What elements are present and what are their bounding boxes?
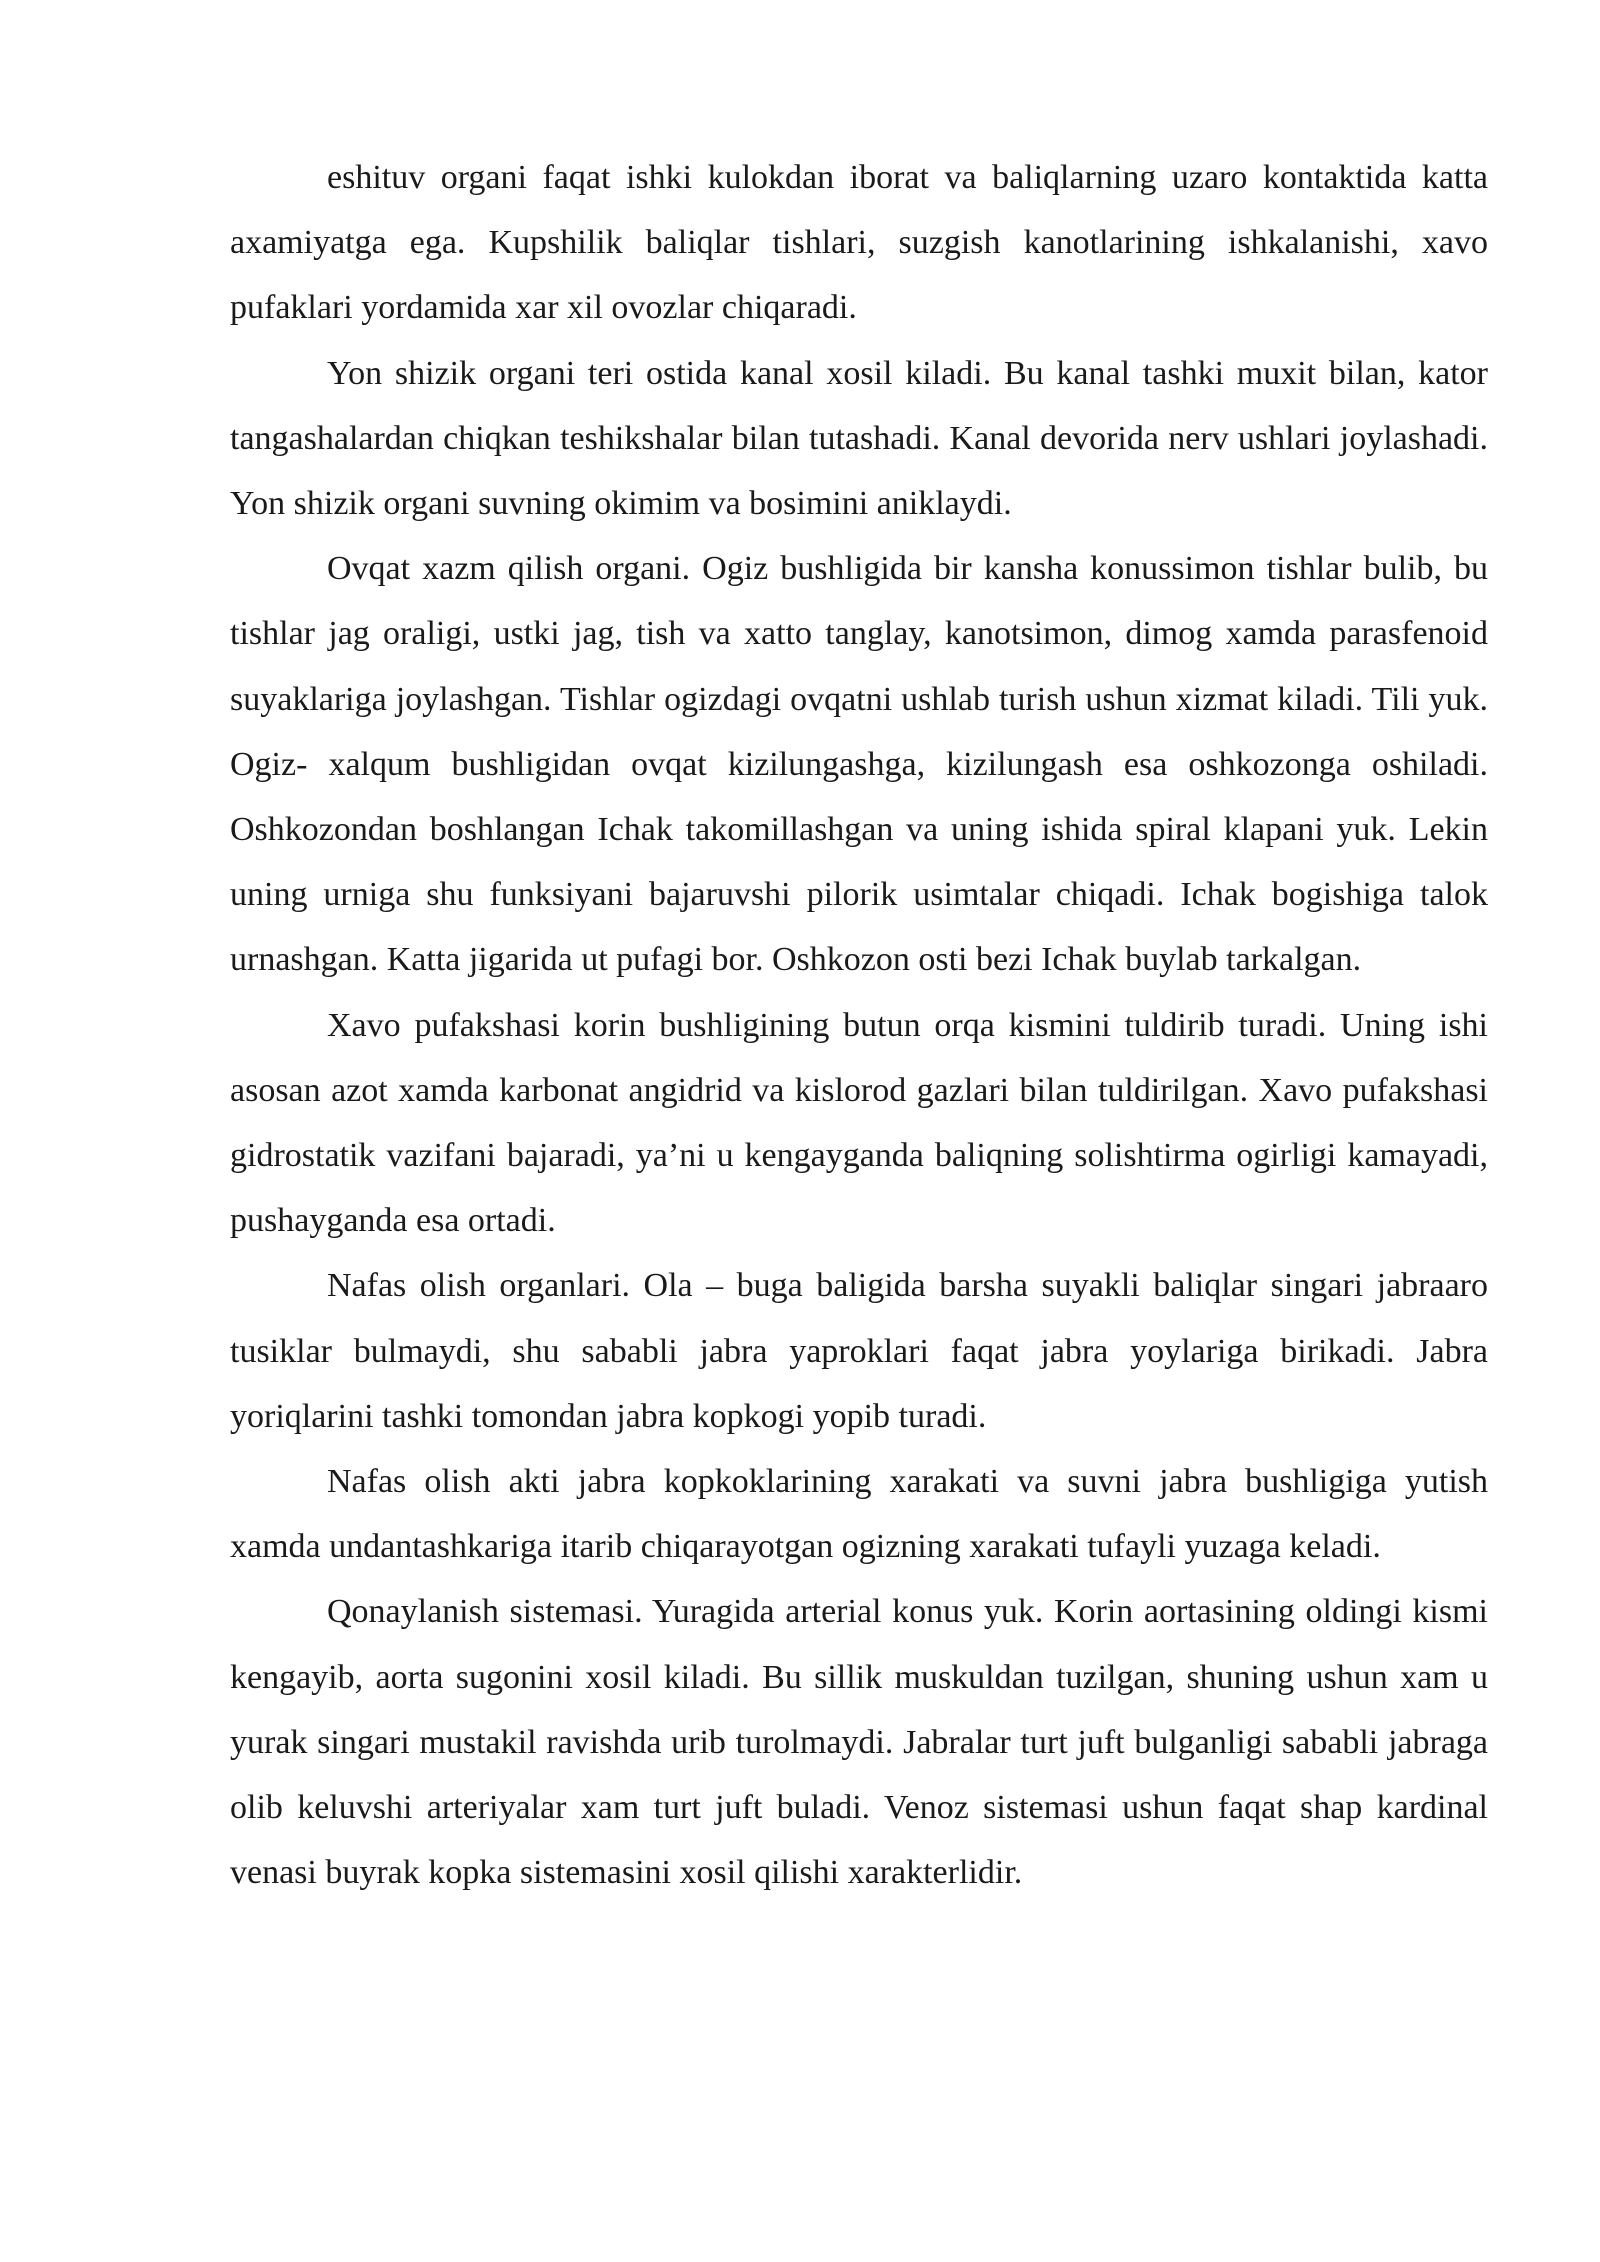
paragraph-swim-bladder: Xavo pufakshasi korin bushligining butun orqa kismini tuldirib turadi. Uning ishi asosan azot xamda karbonat angidrid va kislorod gazlari bilan tuldirilgan. Xavo pufakshasi gidrostatik vazifani bajaradi, ya’ni u kengayganda baliqning solishtirma ogirligi kamayadi, pushayganda esa ortadi. bbox=[230, 1006, 1488, 1240]
paragraph-respiratory-organs: Nafas olish organlari. Ola – buga baligida barsha suyakli baliqlar singari jabraaro tusiklar bulmaydi, shu sababli jabra yaproklari faqat jabra yoylariga birikadi. Jabra yoriqlarini tashki tomondan jabra kopkogi yopib turadi. bbox=[230, 1267, 1488, 1435]
paragraph-hearing-organ: eshituv organi faqat ishki kulokdan iborat va baliqlarning uzaro kontaktida katta axamiyatga ega. Kupshilik baliqlar tishlari, suzgish kanotlarining ishkalanishi, xavo pufaklari yordamida xar xil ovozlar chiqaradi. bbox=[230, 159, 1488, 327]
paragraph-circulatory-system: Qonaylanish sistemasi. Yuragida arterial konus yuk. Korin aortasining oldingi kismi kengayib, aorta sugonini xosil kiladi. Bu sillik muskuldan tuzilgan, shuning ushun xam u yurak singari mustakil ravishda urib turolmaydi. Jabralar turt juft bulganligi sababli jabraga olib keluvshi arteriyalar xam turt juft buladi. Venoz sistemasi ushun faqat shap kardinal venasi buyrak kopka sistemasini xosil qilishi xarakterlidir. bbox=[230, 1593, 1488, 1892]
paragraph-breathing-act: Nafas olish akti jabra kopkoklarining xarakati va suvni jabra bushligiga yutish xamda undantashkariga itarib chiqarayotgan ogizning xarakati tufayli yuzaga keladi. bbox=[230, 1463, 1488, 1566]
paragraph-digestive-system: Ovqat xazm qilish organi. Ogiz bushligida bir kansha konussimon tishlar bulib, bu tishlar jag oraligi, ustki jag, tish va xatto tanglay, kanotsimon, dimog xamda parasfenoid suyaklariga joylashgan. Tishlar ogizdagi ovqatni ushlab turish ushun xizmat kiladi. Tili yuk. Ogiz- xalqum bushligidan ovqat kizilungashga, kizilungash esa oshkozonga oshiladi. Oshkozondan boshlangan Ichak takomillashgan va uning ishida spiral klapani yuk. Lekin uning urniga shu funksiyani bajaruvshi pilorik usimtalar chiqadi. Ichak bogishiga talok urnashgan. Katta jigarida ut pufagi bor. Oshkozon osti bezi Ichak buylab tarkalgan. bbox=[230, 550, 1488, 979]
paragraph-lateral-line: Yon shizik organi teri ostida kanal xosil kiladi. Bu kanal tashki muxit bilan, kator tangashalardan chiqkan teshikshalar bilan tutashadi. Kanal devorida nerv ushlari joylashadi. Yon shizik organi suvning okimim va bosimini aniklaydi. bbox=[230, 354, 1488, 523]
document-body bbox=[230, 145, 1488, 1905]
